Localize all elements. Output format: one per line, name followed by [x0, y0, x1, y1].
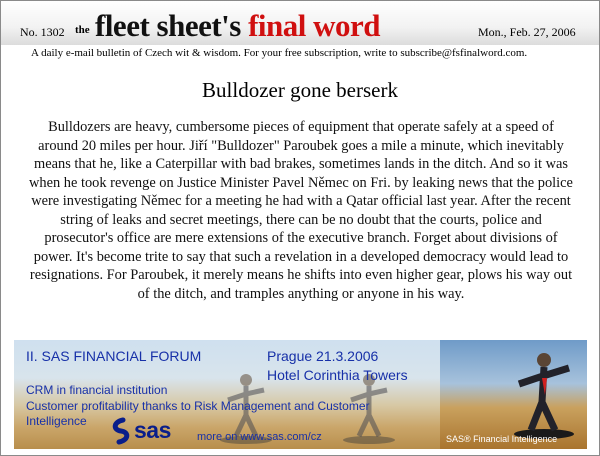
sas-logo: sas — [134, 417, 171, 443]
surfer-figure-icon — [509, 350, 579, 440]
title-final-word: final word — [248, 8, 381, 43]
ad-line-2: Customer profitability thanks to Risk Management and Customer — [26, 399, 370, 413]
newsletter-title — [95, 10, 380, 41]
article-headline: Bulldozer gone berserk — [202, 78, 398, 102]
ad-line-3: Intelligence — [26, 414, 87, 428]
ad-line-1: CRM in financial institution — [26, 383, 168, 397]
ad-venue: Hotel Corinthia Towers — [267, 367, 408, 383]
article-body: Bulldozers are heavy, cumbersome pieces of equipment that operate safely at a speed of around 20 miles per hour. Jiří "Bulldozer" Paroubek goes a mile a minute, which inevitably means that he, like a Caterpillar with bad brakes, sometimes lands in the ditch. And so it was when he took revenge on Justice Minister Pavel Němec on Fri. by leaking news that the police were investigating Němec for a meeting he had with a Qatar official last year. After the recent string of leaks and secret meetings, there can be no doubt that the courts, police and prosecutor's office are mere extensions of the executive branch. Forget about divisions of power. It's become trite to say that such a revelation in a developed democracy would lead to resignations. For Paroubek, it merely means he shifts into even higher gear, plows his way out of the ditch, and tramples anything or anyone in his way. — [29, 119, 573, 302]
issue-number: No. 1302 — [20, 25, 65, 39]
ad-forum-title: II. SAS FINANCIAL FORUM — [26, 348, 202, 364]
masthead — [1, 1, 599, 45]
issue-date: Mon., Feb. 27, 2006 — [478, 25, 576, 39]
title-fleet-sheets: fleet sheet's — [95, 8, 241, 43]
subscription-tagline: A daily e-mail bulletin of Czech wit & wisdom. For your free subscription, write to subscribe@fsfinalword.com. — [31, 47, 528, 59]
title-the: the — [75, 24, 90, 36]
ad-more-link[interactable]: more on www.sas.com/cz — [197, 431, 322, 443]
ad-product-tagline: SAS® Financial Intelligence — [446, 434, 558, 444]
ad-date-place: Prague 21.3.2006 — [267, 348, 379, 364]
sas-ad-banner[interactable] — [14, 340, 587, 449]
